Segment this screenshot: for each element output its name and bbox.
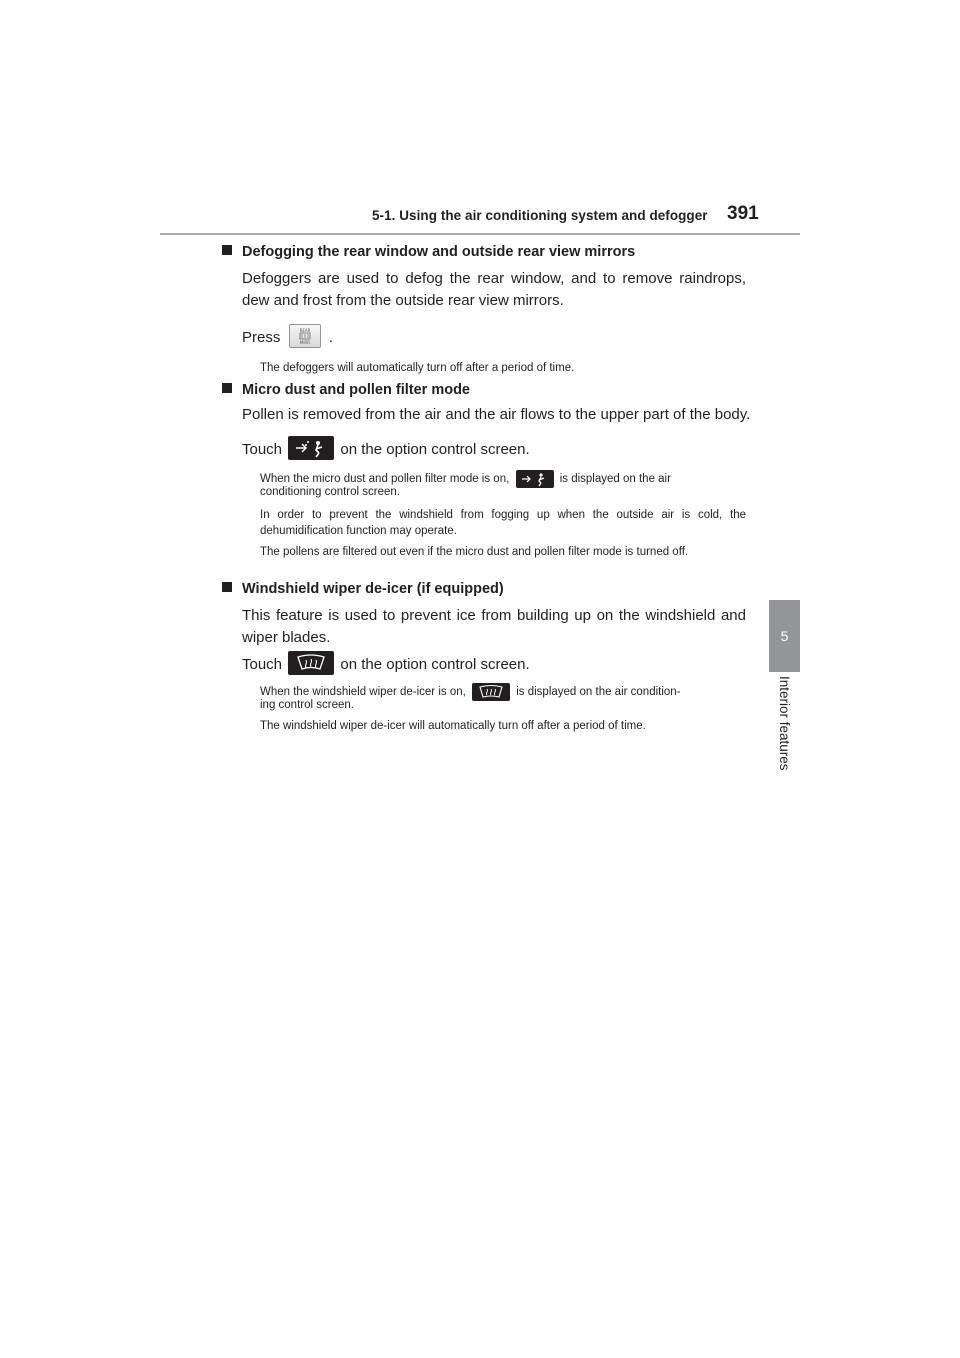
chapter-label-container [770, 676, 794, 816]
note-pollen-2: In order to prevent the windshield from fogging up when the outside air is cold, the dehumidification function may operate. [260, 509, 746, 537]
touch-instruction-pollen: Touch on the option control screen. [242, 438, 530, 462]
page-number: 391 [727, 203, 759, 224]
header-rule [160, 233, 800, 235]
wiper-de-icer-icon [472, 683, 510, 701]
note-defog: The defoggers will automatically turn off after a period of time. [260, 362, 575, 374]
section-body-defog: Defoggers are used to defog the rear window, and to remove raindrops, dew and frost from the outside rear view mirrors. [242, 270, 746, 309]
svg-text:MIRR: MIRR [299, 340, 310, 345]
section-body-wiper: This feature is used to prevent ice from building up on the windshield and wiper blades. [242, 607, 746, 646]
chapter-label: Interior features [777, 676, 792, 771]
pollen-filter-mode-icon [288, 436, 334, 460]
running-header-title: 5-1. Using the air conditioning system and defogger [372, 208, 708, 223]
note-wiper-1-cont: ing control screen. [260, 699, 354, 711]
press-instruction: Press REAR MIRR . [242, 326, 333, 350]
section-heading-pollen: Micro dust and pollen filter mode [222, 382, 470, 398]
note-wiper-2: The windshield wiper de-icer will automatically turn off after a period of time. [260, 720, 646, 732]
svg-text:REAR: REAR [299, 328, 310, 333]
note-pollen-1: When the micro dust and pollen filter mode is on, is displayed on the air [260, 470, 746, 488]
touch-instruction-wiper: Touch on the option control screen. [242, 653, 530, 677]
chapter-number: 5 [780, 628, 789, 644]
note-pollen-3: The pollens are filtered out even if the micro dust and pollen filter mode is turned off. [260, 546, 689, 558]
section-heading-wiper: Windshield wiper de-icer (if equipped) [222, 581, 504, 597]
square-bullet-icon [222, 582, 232, 592]
note-wiper-1: When the windshield wiper de-icer is on, is displayed on the air condition- [260, 683, 681, 701]
section-heading-defog: Defogging the rear window and outside rear view mirrors [222, 244, 635, 260]
square-bullet-icon [222, 245, 232, 255]
square-bullet-icon [222, 383, 232, 393]
rear-defogger-button-icon [289, 324, 321, 348]
note-pollen-1-cont: conditioning control screen. [260, 486, 400, 498]
wiper-de-icer-icon [288, 651, 334, 675]
section-body-pollen: Pollen is removed from the air and the air flows to the upper part of the body. [242, 406, 751, 423]
pollen-filter-mode-icon [516, 470, 554, 488]
